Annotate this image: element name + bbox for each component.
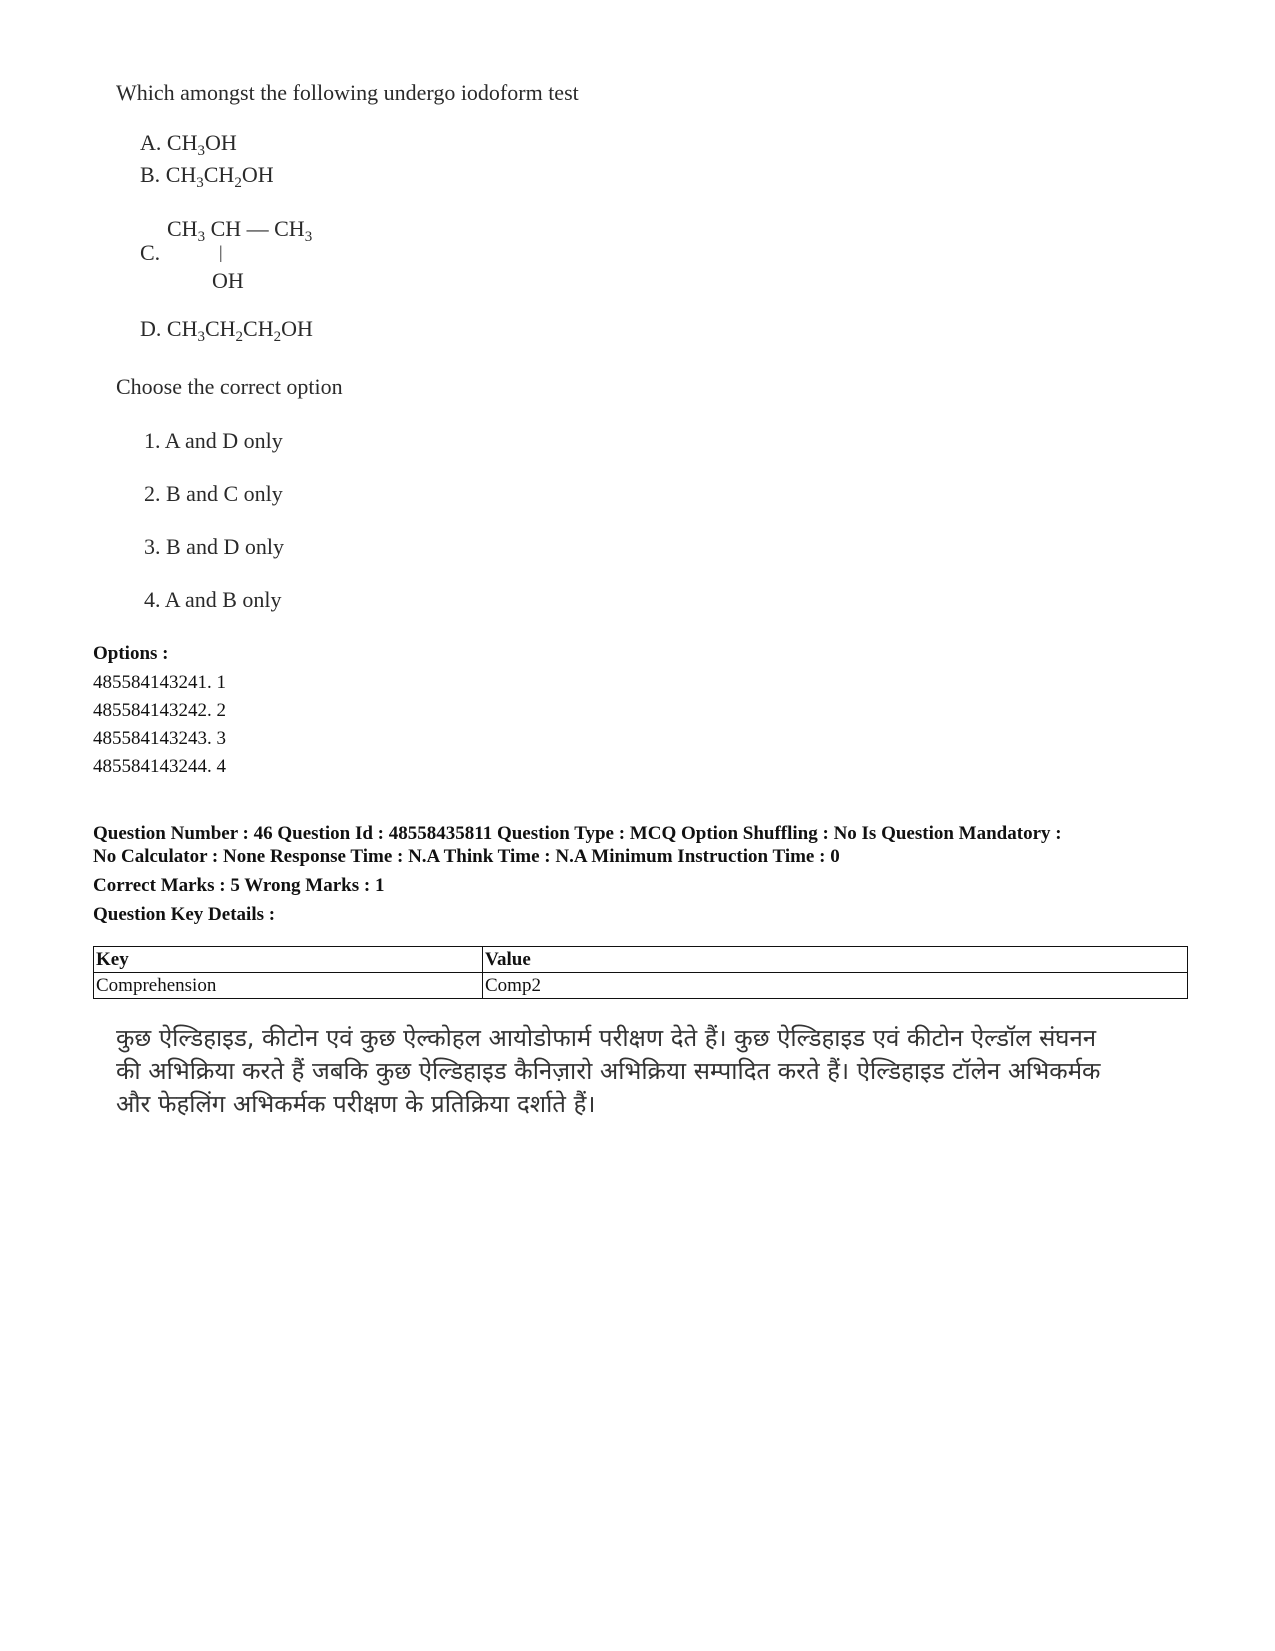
choice-c-label: C. — [140, 240, 161, 265]
choice-b-label: B. — [140, 162, 161, 187]
choice-b — [140, 162, 274, 191]
answer-option-3: 3. B and D only — [144, 534, 284, 559]
option-id-2: 485584143242. 2 — [93, 700, 226, 721]
table-cell-key: Comprehension — [94, 973, 483, 999]
choice-a-formula: $CH_3OH$ — [166, 130, 237, 159]
question-marks: Correct Marks : 5 Wrong Marks : 1 — [93, 875, 385, 896]
question-key-details-heading: Question Key Details : — [93, 904, 276, 925]
choice-a — [140, 130, 237, 159]
options-heading: Options : — [93, 643, 169, 664]
hindi-passage-line-2: की अभिक्रिया करते हैं जबकि कुछ ऐल्डिहाइड कैनिज़ारो अभिक्रिया सम्पादित करते हैं। ऐल्डिहाइड टॉलेन अभिकर्मक — [116, 1057, 1101, 1085]
table-header-key: Key — [94, 947, 483, 973]
table-row — [94, 973, 1188, 999]
option-id-1: 485584143241. 1 — [93, 672, 226, 693]
question-meta-line2: No Calculator : None Response Time : N.A Think Time : N.A Minimum Instruction Time : 0 — [93, 846, 840, 867]
table-cell-value: Comp2 — [483, 973, 1188, 999]
table-header-row — [94, 947, 1188, 973]
choice-c-bond: | — [219, 242, 223, 262]
hindi-passage-line-3: और फेहलिंग अभिकर्मक परीक्षण के प्रतिक्रिया दर्शाते हैं। — [116, 1090, 596, 1118]
choice-d — [140, 316, 313, 345]
table-header-value: Value — [483, 947, 1188, 973]
answer-option-4: 4. A and B only — [144, 587, 282, 612]
key-details-table — [93, 946, 1188, 999]
answer-option-2: 2. B and C only — [144, 481, 283, 506]
question-prompt: Which amongst the following undergo iodoform test — [116, 80, 579, 105]
choice-c-formula-bottom: OH — [212, 268, 244, 293]
hindi-passage-line-1: कुछ ऐल्डिहाइड, कीटोन एवं कुछ ऐल्कोहल आयोडोफार्म परीक्षण देते हैं। कुछ ऐल्डिहाइड एवं कीटोन ऐल्डॉल संघनन — [116, 1024, 1097, 1052]
option-id-4: 485584143244. 4 — [93, 756, 226, 777]
choice-b-formula: $CH_3CH_2OH$ — [165, 162, 274, 191]
choice-d-formula: $CH_3CH_2CH_2OH$ — [166, 316, 313, 345]
question-instruction: Choose the correct option — [116, 374, 343, 399]
choice-a-label: A. — [140, 130, 162, 155]
option-id-3: 485584143243. 3 — [93, 728, 226, 749]
choice-c-formula-top: $CH_3$ CH — $CH_3$ — [167, 216, 313, 245]
hindi-passage — [116, 1022, 1186, 1121]
answer-option-1: 1. A and D only — [144, 428, 283, 453]
choice-d-label: D. — [140, 316, 162, 341]
question-meta-line1: Question Number : 46 Question Id : 48558435811 Question Type : MCQ Option Shuffling : No Is Question Mandatory : — [93, 823, 1062, 844]
